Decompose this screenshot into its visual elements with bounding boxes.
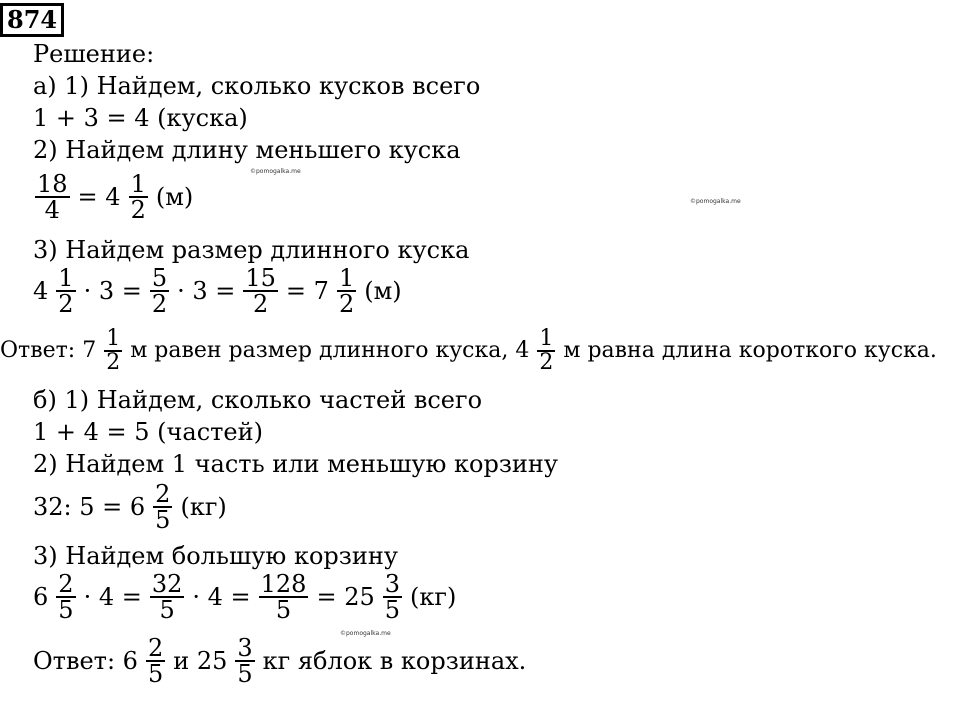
watermark: ©pomogalka.me bbox=[690, 198, 741, 205]
a-step3-title: 3) Найдем размер длинного куска bbox=[33, 236, 470, 264]
a-step1-equation: 1 + 3 = 4 (куска) bbox=[33, 104, 248, 132]
solution-label: Решение: bbox=[33, 40, 155, 68]
fraction: $\frac{1}{2}$ bbox=[58, 264, 74, 318]
fraction: $\frac{1}{2}$ bbox=[539, 326, 554, 375]
fraction: $\frac{3}{5}$ bbox=[384, 570, 401, 624]
fraction: $\frac{128}{5}$ bbox=[260, 570, 307, 624]
b-step2-equation: 32: 5 = 6 $\frac{2}{5}$ (кг) bbox=[33, 480, 227, 534]
fraction: $\frac{2}{5}$ bbox=[147, 634, 164, 688]
b-step3-equation: 6 $\frac{2}{5}$ · 4 = $\frac{32}{5}$ · 4 = $\frac{128}{5}$ = 25 $\frac{3}{5}$ (кг) bbox=[33, 570, 457, 624]
fraction: $\frac{3}{5}$ bbox=[237, 634, 253, 688]
b-step1-equation: 1 + 4 = 5 (частей) bbox=[33, 418, 263, 446]
fraction: $\frac{15}{2}$ bbox=[245, 264, 276, 318]
fraction: $\frac{1}{2}$ bbox=[106, 326, 121, 375]
fraction: $\frac{2}{5}$ bbox=[58, 570, 74, 624]
fraction: $\frac{5}{2}$ bbox=[151, 264, 168, 318]
fraction: $\frac{1}{2}$ bbox=[338, 264, 355, 318]
b-step2-title: 2) Найдем 1 часть или меньшую корзину bbox=[33, 450, 559, 478]
problem-number: 874 bbox=[0, 3, 64, 37]
watermark: ©pomogalka.me bbox=[340, 630, 391, 637]
a-answer: Ответ: 7 $\frac{1}{2}$ м равен размер длинного куска, 4 $\frac{1}{2}$ м равна длина короткого куска. bbox=[0, 326, 937, 375]
fraction: $\frac{2}{5}$ bbox=[155, 480, 171, 534]
b-answer: Ответ: 6 $\frac{2}{5}$ и 25 $\frac{3}{5}$ кг яблок в корзинах. bbox=[33, 634, 527, 688]
a-step2-title: 2) Найдем длину меньшего куска bbox=[33, 136, 461, 164]
b-step3-title: 3) Найдем большую корзину bbox=[33, 542, 398, 570]
a-step3-equation: 4 $\frac{1}{2}$ · 3 = $\frac{5}{2}$ · 3 = $\frac{15}{2}$ = 7 $\frac{1}{2}$ (м) bbox=[33, 264, 402, 318]
watermark: ©pomogalka.me bbox=[250, 168, 301, 175]
fraction: $\frac{32}{5}$ bbox=[151, 570, 183, 624]
a-step2-equation: $\frac{18}{4}$ = 4 $\frac{1}{2}$ (м) bbox=[37, 170, 194, 224]
a-step1-title: а) 1) Найдем, сколько кусков всего bbox=[33, 72, 481, 100]
fraction: $\frac{1}{2}$ bbox=[130, 170, 146, 224]
fraction: $\frac{18}{4}$ bbox=[37, 170, 68, 224]
b-step1-title: б) 1) Найдем, сколько частей всего bbox=[33, 386, 483, 414]
